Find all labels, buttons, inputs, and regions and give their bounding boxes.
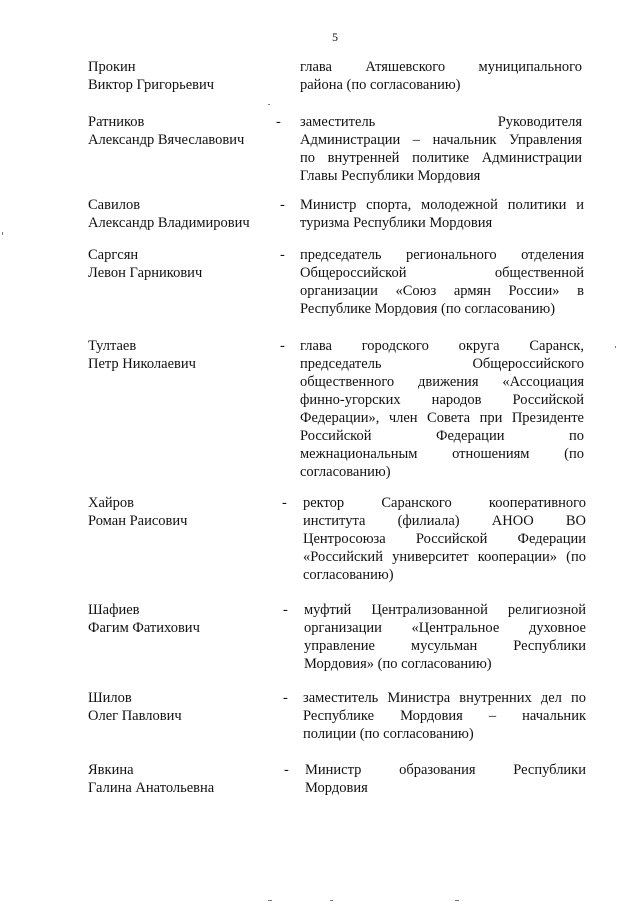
member-surname: Тултаев xyxy=(88,338,137,354)
scan-speck xyxy=(330,900,333,901)
member-surname: Саргсян xyxy=(88,247,139,263)
position-line: глава Атяшевского муниципального xyxy=(300,59,582,75)
member-surname: Шафиев xyxy=(88,602,140,618)
member-name xyxy=(88,246,278,282)
position-line: Российской Федерации по xyxy=(300,428,584,444)
dash-separator: - xyxy=(283,690,288,706)
position-line: Общероссийской общественной xyxy=(300,265,584,281)
member-position xyxy=(305,761,586,797)
position-line: заместитель Министра внутренних дел по xyxy=(303,690,586,706)
member-position xyxy=(300,113,582,185)
member-name xyxy=(88,761,278,797)
member-given-names: Олег Павлович xyxy=(88,708,182,724)
position-line: туризма Республики Мордовия xyxy=(300,215,493,231)
position-line: муфтий Централизованной религиозной xyxy=(304,602,586,618)
member-name xyxy=(88,196,278,232)
member-position xyxy=(300,58,582,94)
dash-separator: - xyxy=(284,762,289,778)
position-line: межнациональным отношениям (по xyxy=(300,446,584,462)
position-line: по внутренней политике Администрации xyxy=(300,150,582,166)
member-surname: Савилов xyxy=(88,197,141,213)
position-line: глава городского округа Саранск, xyxy=(300,338,584,354)
position-line: председатель Общероссийского xyxy=(300,356,584,372)
position-line: организации «Центральное духовное xyxy=(304,620,586,636)
member-position xyxy=(303,494,586,584)
member-surname: Шилов xyxy=(88,690,132,706)
position-line: Мордовия» (по согласованию) xyxy=(304,656,492,672)
member-given-names: Фагим Фатихович xyxy=(88,620,200,636)
dash-separator: - xyxy=(280,247,285,263)
position-line: заместитель Руководителя xyxy=(300,114,582,130)
member-position xyxy=(300,196,584,232)
member-given-names: Галина Анатольевна xyxy=(88,780,215,796)
member-surname: Явкина xyxy=(88,762,134,778)
member-name xyxy=(88,689,278,725)
position-line: согласованию) xyxy=(303,567,394,583)
position-line: «Российский университет кооперации» (по xyxy=(303,549,586,565)
member-position xyxy=(300,246,584,318)
member-name xyxy=(88,494,278,530)
member-position xyxy=(304,601,586,673)
scan-speck xyxy=(2,232,3,235)
position-line: ректор Саранского кооперативного xyxy=(303,495,586,511)
member-surname: Хайров xyxy=(88,495,135,511)
member-given-names: Александр Вячеславович xyxy=(88,132,245,148)
position-line: управление мусульман Республики xyxy=(304,638,586,654)
position-line: Мордовия xyxy=(305,780,368,796)
position-line: председатель регионального отделения xyxy=(300,247,584,263)
dash-separator: - xyxy=(280,338,285,354)
scan-speck xyxy=(268,900,272,901)
member-given-names: Виктор Григорьевич xyxy=(88,77,215,93)
position-line: Главы Республики Мордовия xyxy=(300,168,481,184)
position-line: района (по согласованию) xyxy=(300,77,461,93)
scan-speck xyxy=(268,104,270,105)
position-line: общественного движения «Ассоциация xyxy=(300,374,584,390)
member-position xyxy=(303,689,586,743)
member-surname: Прокин xyxy=(88,59,136,75)
member-name xyxy=(88,113,278,149)
scan-speck xyxy=(615,346,616,348)
position-line: института (филиала) АНОО ВО xyxy=(303,513,586,529)
position-line: согласованию) xyxy=(300,464,391,480)
member-surname: Ратников xyxy=(88,114,145,130)
dash-separator: - xyxy=(282,495,287,511)
member-name xyxy=(88,337,278,373)
position-line: полиции (по согласованию) xyxy=(303,726,474,742)
position-line: Администрации – начальник Управления xyxy=(300,132,582,148)
position-line: Республике Мордовия (по согласованию) xyxy=(300,301,556,317)
dash-separator: - xyxy=(283,602,288,618)
scan-speck xyxy=(455,900,459,901)
member-name xyxy=(88,601,278,637)
position-line: Министр образования Республики xyxy=(305,762,586,778)
page-number: 5 xyxy=(332,30,338,44)
member-given-names: Александр Владимирович xyxy=(88,215,250,231)
position-line: организации «Союз армян России» в xyxy=(300,283,584,299)
position-line: Федерации», член Совета при Президенте xyxy=(300,410,584,426)
position-line: Республике Мордовия – начальник xyxy=(303,708,586,724)
dash-separator: - xyxy=(280,197,285,213)
member-given-names: Роман Раисович xyxy=(88,513,188,529)
member-position xyxy=(300,337,584,481)
member-name xyxy=(88,58,278,94)
member-given-names: Левон Гарникович xyxy=(88,265,203,281)
dash-separator: - xyxy=(276,114,281,130)
member-given-names: Петр Николаевич xyxy=(88,356,196,372)
position-line: Центросоюза Российской Федерации xyxy=(303,531,586,547)
position-line: Министр спорта, молодежной политики и xyxy=(300,197,584,213)
position-line: финно-угорских народов Российской xyxy=(300,392,584,408)
